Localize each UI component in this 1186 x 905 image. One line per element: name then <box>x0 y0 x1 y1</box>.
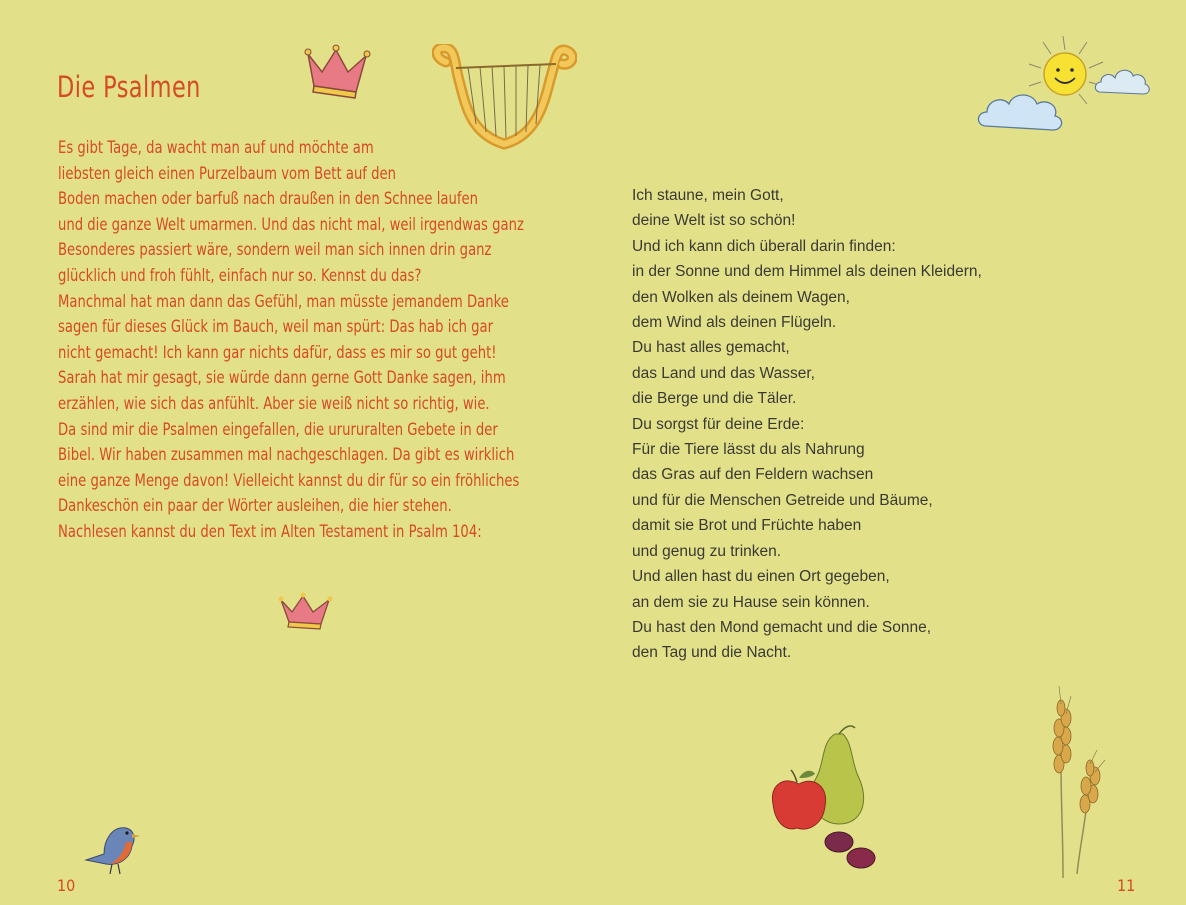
poem-line: Und ich kann dich überall darin finden: <box>632 237 896 255</box>
page-number: 10 <box>57 876 76 895</box>
text-line: Besonderes passiert wäre, sondern weil man sich innen drin ganz <box>58 240 492 260</box>
right-page <box>593 0 1186 905</box>
poem-line: Du sorgst für deine Erde: <box>632 415 805 433</box>
text-line: Boden machen oder barfuß nach draußen in den Schnee laufen <box>58 189 478 209</box>
poem-line: Für die Tiere lässt du als Nahrung <box>632 441 865 459</box>
poem-line: den Wolken als deinem Wagen, <box>632 288 850 306</box>
poem-line: deine Welt ist so schön! <box>632 212 796 230</box>
text-line: liebsten gleich einen Purzelbaum vom Bett auf den <box>58 163 397 183</box>
poem-line: den Tag und die Nacht. <box>632 644 792 662</box>
page-number: 11 <box>1117 876 1136 895</box>
intro-text <box>58 135 638 545</box>
text-line: Dankeschön ein paar der Wörter ausleihen, die hier stehen. <box>58 496 452 516</box>
poem-line: in der Sonne und dem Himmel als deinen Kleidern, <box>632 263 982 281</box>
poem-line: und für die Menschen Getreide und Bäume, <box>632 491 933 509</box>
poem-line: damit sie Brot und Früchte haben <box>632 517 862 535</box>
poem-line: Du hast den Mond gemacht und die Sonne, <box>632 618 932 636</box>
text-line: sagen für dieses Glück im Bauch, weil man spürt: Das hab ich gar <box>58 317 494 337</box>
crown-icon <box>277 592 337 632</box>
bird-icon <box>82 820 144 880</box>
poem-line: das Land und das Wasser, <box>632 364 815 382</box>
lyre-icon <box>432 44 577 159</box>
text-line: eine ganze Menge davon! Vielleicht kannst du dir für so ein fröhliches <box>58 470 520 490</box>
page-title: Die Psalmen <box>57 70 201 104</box>
text-line: erzählen, wie sich das anfühlt. Aber sie weiß nicht so richtig, wie. <box>58 393 490 413</box>
crown-icon <box>300 42 378 100</box>
text-line: nicht gemacht! Ich kann gar nichts dafür, dass es mir so gut geht! <box>58 342 497 362</box>
poem-line: und genug zu trinken. <box>632 542 782 560</box>
text-line: Da sind mir die Psalmen eingefallen, die urururalten Gebete in der <box>58 419 498 439</box>
text-line: Nachlesen kannst du den Text im Alten Testament in Psalm 104: <box>58 521 482 541</box>
text-line: glücklich und froh fühlt, einfach nur so. Kennst du das? <box>58 265 422 285</box>
poem-line: dem Wind als deinen Flügeln. <box>632 314 837 332</box>
text-line: Manchmal hat man dann das Gefühl, man müsste jemandem Danke <box>58 291 509 311</box>
cloud-icon <box>1093 64 1153 98</box>
text-line: und die ganze Welt umarmen. Und das nicht mal, weil irgendwas ganz <box>58 214 524 234</box>
cloud-icon <box>975 88 1067 134</box>
fruit-icon <box>765 720 895 872</box>
poem-line: Ich staune, mein Gott, <box>632 187 784 204</box>
poem-line: Und allen hast du einen Ort gegeben, <box>632 568 890 586</box>
poem-line: die Berge und die Täler. <box>632 390 797 408</box>
text-line: Es gibt Tage, da wacht man auf und möchte am <box>58 138 374 157</box>
poem-line: Du hast alles gemacht, <box>632 339 790 357</box>
poem-line: an dem sie zu Hause sein können. <box>632 593 870 611</box>
psalm-poem <box>632 183 1152 666</box>
text-line: Bibel. Wir haben zusammen mal nachgeschlagen. Da gibt es wirklich <box>58 445 515 465</box>
wheat-icon <box>1039 684 1119 880</box>
poem-line: das Gras auf den Feldern wachsen <box>632 466 874 484</box>
text-line: Sarah hat mir gesagt, sie würde dann gerne Gott Danke sagen, ihm <box>58 368 506 388</box>
